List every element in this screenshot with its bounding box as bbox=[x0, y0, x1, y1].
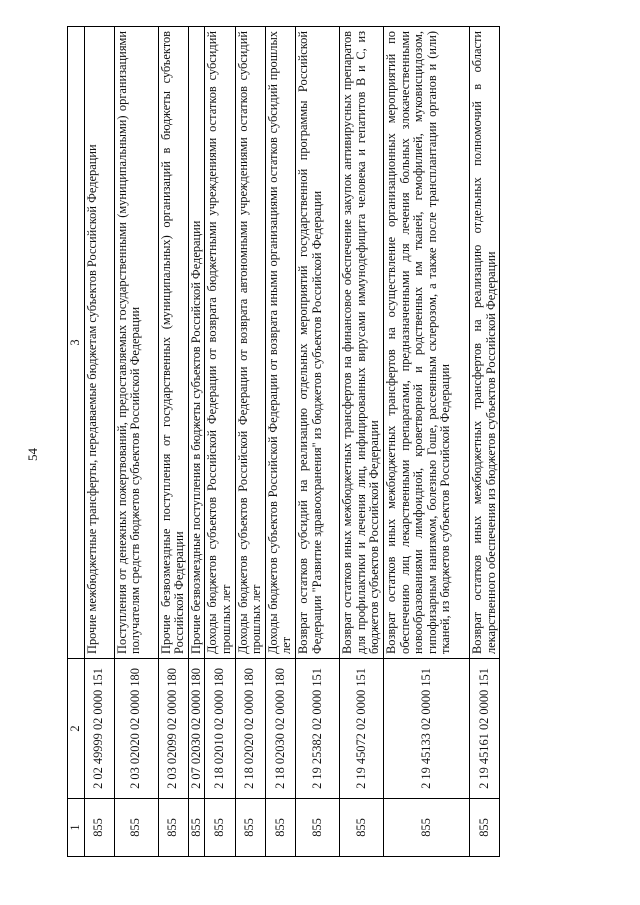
revenue-code: 2 02 49999 02 0000 151 bbox=[84, 659, 114, 799]
revenue-code: 2 19 45161 02 0000 151 bbox=[469, 659, 499, 799]
revenue-name: Прочие межбюджетные трансферты, передаваемые бюджетам субъектов Российской Федерации bbox=[84, 27, 114, 659]
admin-code: 855 bbox=[339, 799, 383, 857]
revenue-code: 2 03 02099 02 0000 180 bbox=[158, 659, 188, 799]
table-row bbox=[158, 27, 188, 857]
admin-code: 855 bbox=[265, 799, 295, 857]
admin-code: 855 bbox=[158, 799, 188, 857]
revenue-code: 2 18 02010 02 0000 180 bbox=[205, 659, 235, 799]
table-row bbox=[235, 27, 265, 857]
revenue-code: 2 18 02030 02 0000 180 bbox=[265, 659, 295, 799]
revenue-name: Поступления от денежных пожертвований, предоставляемых государственными (муниципальными) организациями получателям средств бюджетов субъектов Российской Федерации bbox=[114, 27, 158, 659]
revenue-name: Возврат остатков иных межбюджетных трансфертов на финансовое обеспечение закупок антивирусных препаратов для профилактики и лечения лиц, инфицированных вирусами иммунодефицита человека и гепатитов B и C, из бюджетов субъектов Российской Федерации bbox=[339, 27, 383, 659]
header-col-3: 3 bbox=[68, 27, 85, 659]
admin-code: 855 bbox=[469, 799, 499, 857]
table-row bbox=[114, 27, 158, 857]
table-row bbox=[383, 27, 469, 857]
header-col-2: 2 bbox=[68, 659, 85, 799]
header-row bbox=[68, 27, 85, 857]
table-row bbox=[188, 27, 205, 857]
table-row bbox=[265, 27, 295, 857]
table-row bbox=[295, 27, 339, 857]
table-row bbox=[205, 27, 235, 857]
header-col-1: 1 bbox=[68, 799, 85, 857]
page-number: 54 bbox=[25, 448, 40, 461]
revenue-code: 2 19 45133 02 0000 151 bbox=[383, 659, 469, 799]
admin-code: 855 bbox=[84, 799, 114, 857]
table-row bbox=[84, 27, 114, 857]
revenue-code: 2 18 02020 02 0000 180 bbox=[235, 659, 265, 799]
revenue-codes-table bbox=[67, 26, 500, 857]
admin-code: 855 bbox=[205, 799, 235, 857]
revenue-code: 2 07 02030 02 0000 180 bbox=[188, 659, 205, 799]
revenue-code: 2 03 02020 02 0000 180 bbox=[114, 659, 158, 799]
revenue-name: Прочие безвозмездные поступления от государственных (муниципальных) организаций в бюджеты субъектов Российской Федерации bbox=[158, 27, 188, 659]
revenue-name: Доходы бюджетов субъектов Российской Федерации от возврата бюджетными учреждениями остатков субсидий прошлых лет bbox=[205, 27, 235, 659]
revenue-name: Прочие безвозмездные поступления в бюджеты субъектов Российской Федерации bbox=[188, 27, 205, 659]
admin-code: 855 bbox=[188, 799, 205, 857]
revenue-code: 2 19 25382 02 0000 151 bbox=[295, 659, 339, 799]
revenue-name: Возврат остатков субсидий на реализацию отдельных мероприятий государственной программы Российской Федерации "Развитие здравоохранения" из бюджетов субъектов Российской Федерации bbox=[295, 27, 339, 659]
admin-code: 855 bbox=[383, 799, 469, 857]
admin-code: 855 bbox=[235, 799, 265, 857]
revenue-code: 2 19 45072 02 0000 151 bbox=[339, 659, 383, 799]
admin-code: 855 bbox=[295, 799, 339, 857]
table-row bbox=[469, 27, 499, 857]
revenue-name: Доходы бюджетов субъектов Российской Федерации от возврата автономными учреждениями остатков субсидий прошлых лет bbox=[235, 27, 265, 659]
table-row bbox=[339, 27, 383, 857]
admin-code: 855 bbox=[114, 799, 158, 857]
revenue-name: Возврат остатков иных межбюджетных трансфертов на реализацию отдельных полномочий в области лекарственного обеспечения из бюджетов субъектов Российской Федерации bbox=[469, 27, 499, 659]
revenue-name: Доходы бюджетов субъектов Российской Федерации от возврата иными организациями остатков субсидий прошлых лет bbox=[265, 27, 295, 659]
revenue-name: Возврат остатков иных межбюджетных трансфертов на осуществление организационных мероприятий по обеспечению лиц лекарственными препаратами, предназначенными для лечения больных злокачественными новообразованиями лимфоидной, кроветворной и родственных им тканей, гемофилией, муковисцидозом, гипофизарным нанизмом, болезнью Гоше, рассеянным склерозом, а также после трансплантации органов и (или) тканей, из бюджетов субъектов Российской Федерации bbox=[383, 27, 469, 659]
